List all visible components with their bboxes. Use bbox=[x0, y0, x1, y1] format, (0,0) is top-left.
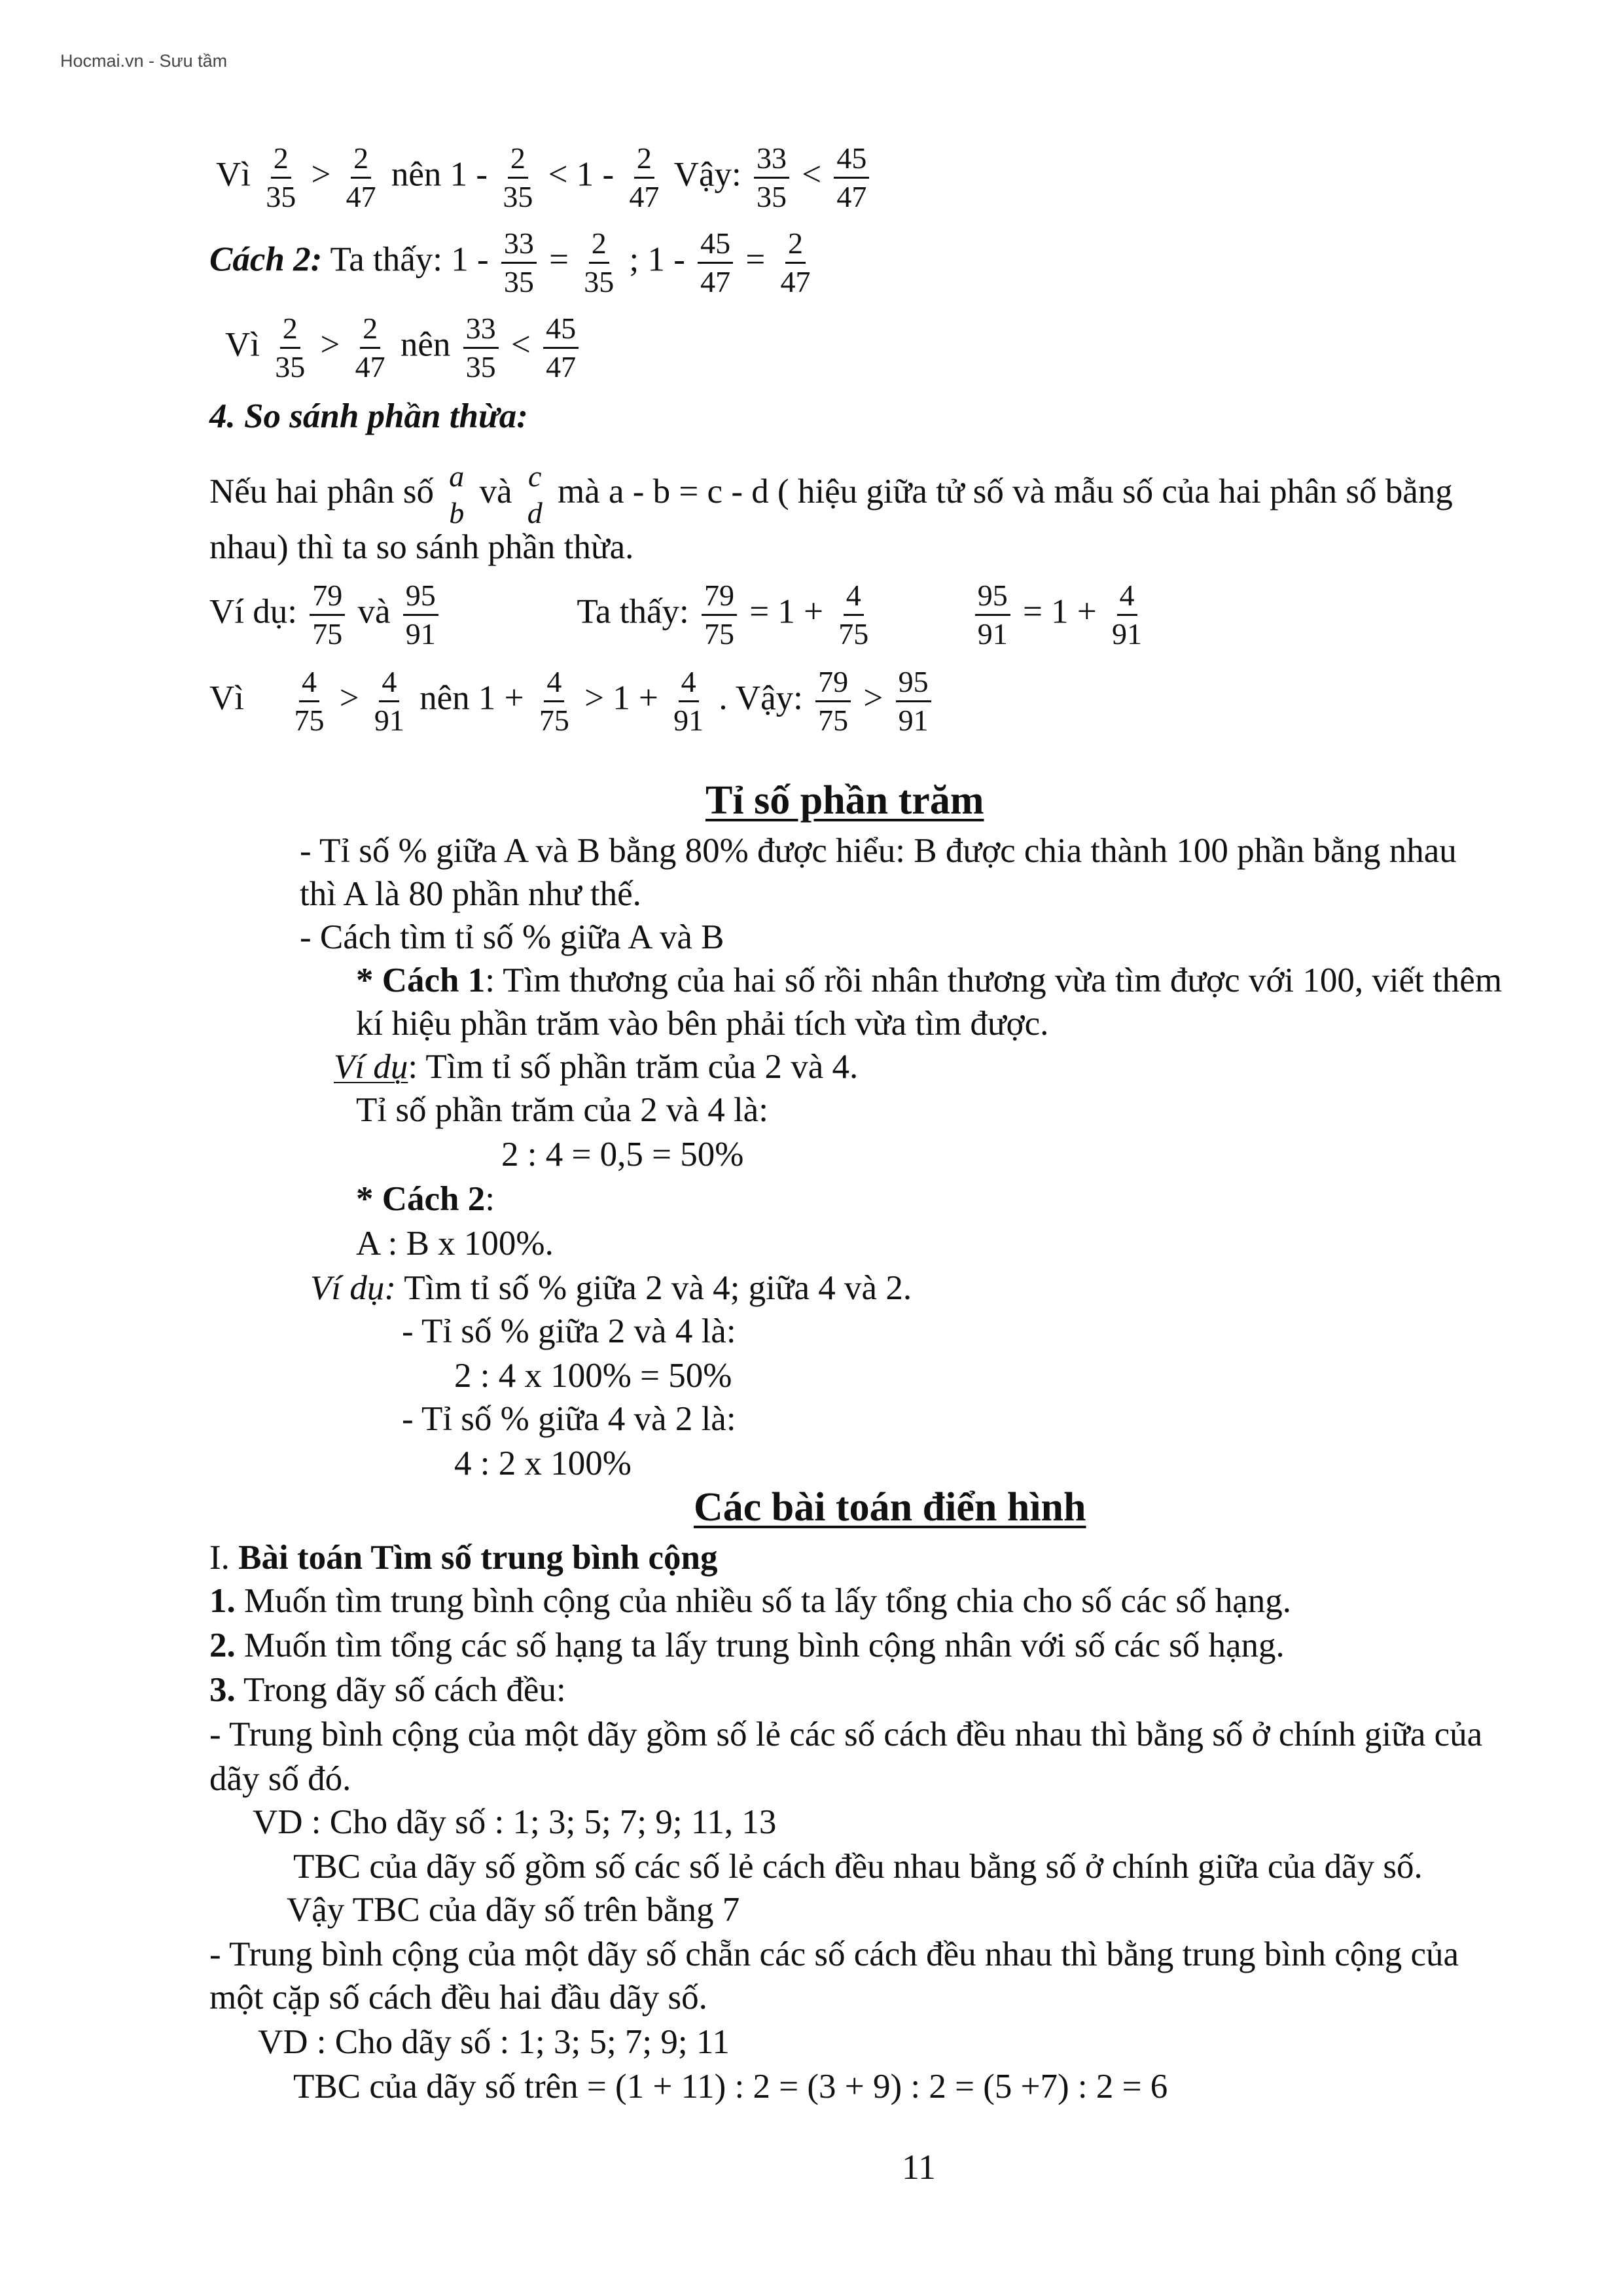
tbc-line: VD : Cho dãy số : 1; 3; 5; 7; 9; 11, 13 bbox=[253, 1803, 777, 1841]
percentage-line: - Tỉ số % giữa A và B bằng 80% được hiểu: B được chia thành 100 phần bằng nhau bbox=[300, 832, 1457, 870]
operator: > bbox=[320, 325, 340, 364]
example-2-calc: 4 : 2 x 100% bbox=[454, 1444, 632, 1482]
fraction: $\frac{4}{91}$ bbox=[374, 665, 404, 737]
fraction: $\frac{45}{47}$ bbox=[698, 225, 733, 300]
method-label: * Cách 2 bbox=[356, 1180, 486, 1218]
fraction: c d bbox=[527, 459, 543, 529]
text: và bbox=[357, 592, 391, 631]
example-2-text: - Tỉ số % giữa 4 và 2 là: bbox=[402, 1400, 736, 1438]
fraction: $\frac{95}{91}$ bbox=[403, 577, 438, 653]
text: nên bbox=[400, 325, 451, 364]
tbc-line: - Trung bình cộng của một dãy gồm số lẻ các số cách đều nhau thì bằng số ở chính giữa của bbox=[209, 1715, 1483, 1753]
example-1-text: Tỉ số phần trăm của 2 và 4 là: bbox=[356, 1091, 768, 1129]
fraction: $\frac{95}{91}$ bbox=[896, 664, 931, 739]
fraction: $\frac{79}{75}$ bbox=[815, 664, 851, 739]
heading-percentage: Tỉ số phần trăm bbox=[705, 778, 984, 823]
tbc-line: dãy số đó. bbox=[209, 1760, 351, 1798]
example-2-calc: 2 : 4 x 100% = 50% bbox=[454, 1357, 732, 1395]
section-4-title: 4. So sánh phần thừa: bbox=[209, 397, 528, 435]
operator: = 1 + bbox=[749, 592, 824, 631]
fraction: $\frac{33}{35}$ bbox=[754, 140, 789, 215]
list-item bbox=[209, 1670, 566, 1710]
fraction: $\frac{45}{47}$ bbox=[834, 140, 869, 215]
method-2-line bbox=[209, 225, 817, 300]
method-2b-formula: A : B x 100%. bbox=[356, 1225, 554, 1263]
example-label: Ví dụ bbox=[334, 1048, 408, 1086]
example-2-line bbox=[310, 1268, 912, 1308]
list-item bbox=[209, 1581, 1291, 1621]
method-2b-line bbox=[356, 1179, 495, 1219]
text: Vậy: bbox=[673, 155, 741, 194]
example-label: Ví dụ: bbox=[310, 1269, 396, 1307]
fraction: $\frac{4}{91}$ bbox=[1112, 579, 1143, 651]
text: Nếu hai phân số bbox=[209, 473, 434, 511]
text: Ta thấy: bbox=[577, 592, 689, 631]
text: : Tìm tỉ số phần trăm của 2 và 4. bbox=[408, 1048, 859, 1086]
fraction: $\frac{4}{75}$ bbox=[294, 665, 325, 737]
fraction: $\frac{79}{75}$ bbox=[702, 577, 737, 653]
fraction: $\frac{2}{47}$ bbox=[346, 141, 376, 213]
fraction: $\frac{2}{47}$ bbox=[355, 312, 385, 384]
operator: = bbox=[745, 240, 766, 279]
heading-typical-problems: Các bài toán điển hình bbox=[694, 1485, 1086, 1530]
definition-line-cont: nhau) thì ta so sánh phần thừa. bbox=[209, 528, 634, 566]
fraction: $\frac{33}{35}$ bbox=[463, 310, 499, 386]
text: Trong dãy số cách đều: bbox=[235, 1671, 566, 1709]
fraction: $\frac{2}{35}$ bbox=[584, 226, 615, 298]
page-number: 11 bbox=[902, 2147, 936, 2187]
tbc-line: TBC của dãy số trên = (1 + 11) : 2 = (3 + 9) : 2 = (5 +7) : 2 = 6 bbox=[293, 2068, 1168, 2106]
percentage-line: thì A là 80 phần như thế. bbox=[300, 875, 641, 913]
fraction: $\frac{95}{91}$ bbox=[975, 577, 1010, 653]
method-label: Cách 2: bbox=[209, 240, 323, 279]
method-1-line-cont: kí hiệu phần trăm vào bên phải tích vừa tìm được. bbox=[356, 1005, 1049, 1043]
fraction: $\frac{2}{47}$ bbox=[629, 141, 660, 213]
operator: > bbox=[311, 155, 331, 194]
fraction: a b bbox=[449, 459, 465, 529]
tbc-line: VD : Cho dãy số : 1; 3; 5; 7; 9; 11 bbox=[258, 2023, 730, 2061]
text: Bài toán Tìm số trung bình cộng bbox=[238, 1539, 718, 1577]
text: Ta thấy: 1 - bbox=[330, 240, 489, 279]
example-line bbox=[209, 577, 1149, 653]
text: nên 1 + bbox=[419, 679, 524, 717]
text: Vì bbox=[209, 679, 244, 717]
tbc-line: TBC của dãy số gồm số các số lẻ cách đều nhau bằng số ở chính giữa của dãy số. bbox=[293, 1848, 1423, 1886]
operator: = bbox=[549, 240, 569, 279]
example-1-calc: 2 : 4 = 0,5 = 50% bbox=[501, 1136, 744, 1174]
text: Muốn tìm tổng các số hạng ta lấy trung bình cộng nhân với số các số hạng. bbox=[235, 1626, 1285, 1664]
text: Vì bbox=[225, 325, 260, 364]
fraction: $\frac{33}{35}$ bbox=[501, 225, 537, 300]
text: Tìm tỉ số % giữa 2 và 4; giữa 4 và 2. bbox=[396, 1269, 912, 1307]
definition-line bbox=[209, 458, 1453, 531]
method-label: * Cách 1 bbox=[356, 961, 486, 999]
fraction: $\frac{2}{47}$ bbox=[780, 226, 811, 298]
fraction: $\frac{2}{35}$ bbox=[503, 141, 533, 213]
text: Vì bbox=[216, 155, 251, 194]
item-number: 2. bbox=[209, 1626, 236, 1664]
item-number: 3. bbox=[209, 1671, 236, 1709]
text: và bbox=[479, 473, 512, 511]
tbc-line: một cặp số cách đều hai đầu dãy số. bbox=[209, 1979, 707, 2017]
operator: > bbox=[339, 679, 359, 717]
text: ; 1 - bbox=[629, 240, 685, 279]
text: Ví dụ: bbox=[209, 592, 297, 631]
example-2-text: - Tỉ số % giữa 2 và 4 là: bbox=[402, 1312, 736, 1350]
fraction: $\frac{4}{75}$ bbox=[539, 665, 569, 737]
fraction: $\frac{45}{47}$ bbox=[543, 310, 579, 386]
method-1-line bbox=[356, 961, 1502, 1000]
operator: < bbox=[802, 155, 822, 194]
roman-numeral: I. bbox=[209, 1539, 239, 1577]
text: nên 1 - bbox=[391, 155, 488, 194]
fraction: $\frac{79}{75}$ bbox=[310, 577, 345, 653]
text: : bbox=[485, 1180, 495, 1218]
tbc-line: Vậy TBC của dãy số trên bằng 7 bbox=[287, 1891, 740, 1929]
page-header: Hocmai.vn - Sưu tầm bbox=[60, 51, 228, 71]
item-number: 1. bbox=[209, 1582, 236, 1620]
list-item bbox=[209, 1626, 1285, 1665]
comparison-line-2 bbox=[225, 310, 582, 386]
operator: > bbox=[863, 679, 883, 717]
text: . Vậy: bbox=[719, 679, 803, 717]
operator: = 1 + bbox=[1023, 592, 1097, 631]
comparison-line-3 bbox=[209, 664, 935, 739]
text: : Tìm thương của hai số rồi nhân thương vừa tìm được với 100, viết thêm bbox=[485, 961, 1503, 999]
fraction: $\frac{2}{35}$ bbox=[275, 312, 306, 384]
text: Muốn tìm trung bình cộng của nhiều số ta lấy tổng chia cho số các số hạng. bbox=[235, 1582, 1291, 1620]
example-1-line bbox=[334, 1047, 858, 1086]
operator: > 1 + bbox=[584, 679, 658, 717]
fraction: $\frac{2}{35}$ bbox=[266, 141, 296, 213]
fraction: $\frac{4}{91}$ bbox=[673, 665, 704, 737]
tbc-line: - Trung bình cộng của một dãy số chẵn các số cách đều nhau thì bằng trung bình cộng của bbox=[209, 1935, 1459, 1973]
operator: < 1 - bbox=[548, 155, 615, 194]
percentage-line: - Cách tìm tỉ số % giữa A và B bbox=[300, 918, 724, 956]
text: mà a - b = c - d ( hiệu giữa tử số và mẫu số của hai phân số bằng bbox=[557, 473, 1453, 511]
operator: < bbox=[510, 325, 531, 364]
fraction: $\frac{4}{75}$ bbox=[838, 579, 869, 651]
comparison-line-1 bbox=[216, 140, 873, 215]
section-1-title bbox=[209, 1538, 718, 1577]
